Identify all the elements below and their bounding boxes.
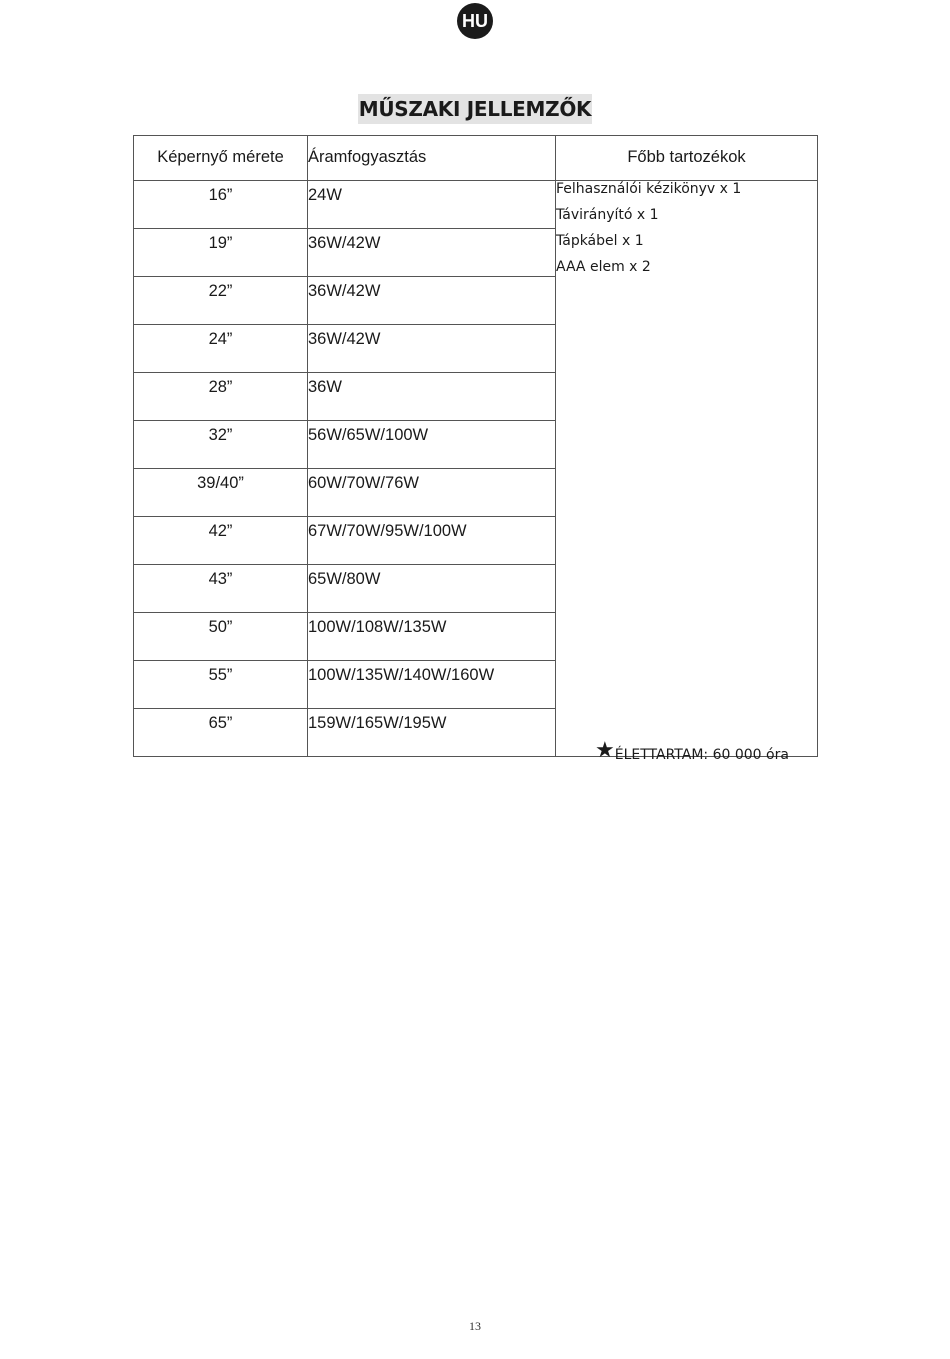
power-cell: 36W/42W <box>308 325 556 373</box>
power-cell: 24W <box>308 181 556 229</box>
screen-size-cell: 28” <box>134 373 308 421</box>
screen-size-cell: 39/40” <box>134 469 308 517</box>
page-number: 13 <box>469 1319 481 1333</box>
power-cell: 56W/65W/100W <box>308 421 556 469</box>
screen-size-cell: 42” <box>134 517 308 565</box>
screen-size-cell: 19” <box>134 229 308 277</box>
header-accessories: Főbb tartozékok <box>556 136 818 181</box>
accessory-item: Távirányító x 1 <box>556 207 659 223</box>
screen-size-cell: 32” <box>134 421 308 469</box>
power-cell: 65W/80W <box>308 565 556 613</box>
star-icon: ★ <box>595 738 615 763</box>
screen-size-cell: 22” <box>134 277 308 325</box>
spec-table <box>133 135 818 757</box>
power-cell: 36W/42W <box>308 229 556 277</box>
table-row <box>134 181 818 229</box>
header-power-consumption: Áramfogyasztás <box>308 136 556 181</box>
lifetime-text: ÉLETTARTAM: 60 000 óra <box>614 747 789 763</box>
power-cell: 67W/70W/95W/100W <box>308 517 556 565</box>
screen-size-cell: 65” <box>134 709 308 757</box>
power-cell: 100W/135W/140W/160W <box>308 661 556 709</box>
power-cell: 159W/165W/195W <box>308 709 556 757</box>
power-cell: 36W <box>308 373 556 421</box>
screen-size-cell: 16” <box>134 181 308 229</box>
screen-size-cell: 55” <box>134 661 308 709</box>
screen-size-cell: 24” <box>134 325 308 373</box>
lifetime-note <box>595 738 789 763</box>
table-header-row <box>134 136 818 181</box>
accessories-cell <box>556 181 818 757</box>
accessories-list <box>556 181 817 281</box>
header-screen-size: Képernyő mérete <box>134 136 308 181</box>
screen-size-cell: 43” <box>134 565 308 613</box>
screen-size-cell: 50” <box>134 613 308 661</box>
page-title: MŰSZAKI JELLEMZŐK <box>358 94 593 124</box>
language-badge: HU <box>457 3 493 39</box>
page-title-container <box>0 94 950 124</box>
accessory-item: Felhasználói kézikönyv x 1 <box>556 181 742 197</box>
accessory-item: Tápkábel x 1 <box>556 233 644 249</box>
accessory-item: AAA elem x 2 <box>556 259 651 275</box>
power-cell: 100W/108W/135W <box>308 613 556 661</box>
power-cell: 36W/42W <box>308 277 556 325</box>
power-cell: 60W/70W/76W <box>308 469 556 517</box>
